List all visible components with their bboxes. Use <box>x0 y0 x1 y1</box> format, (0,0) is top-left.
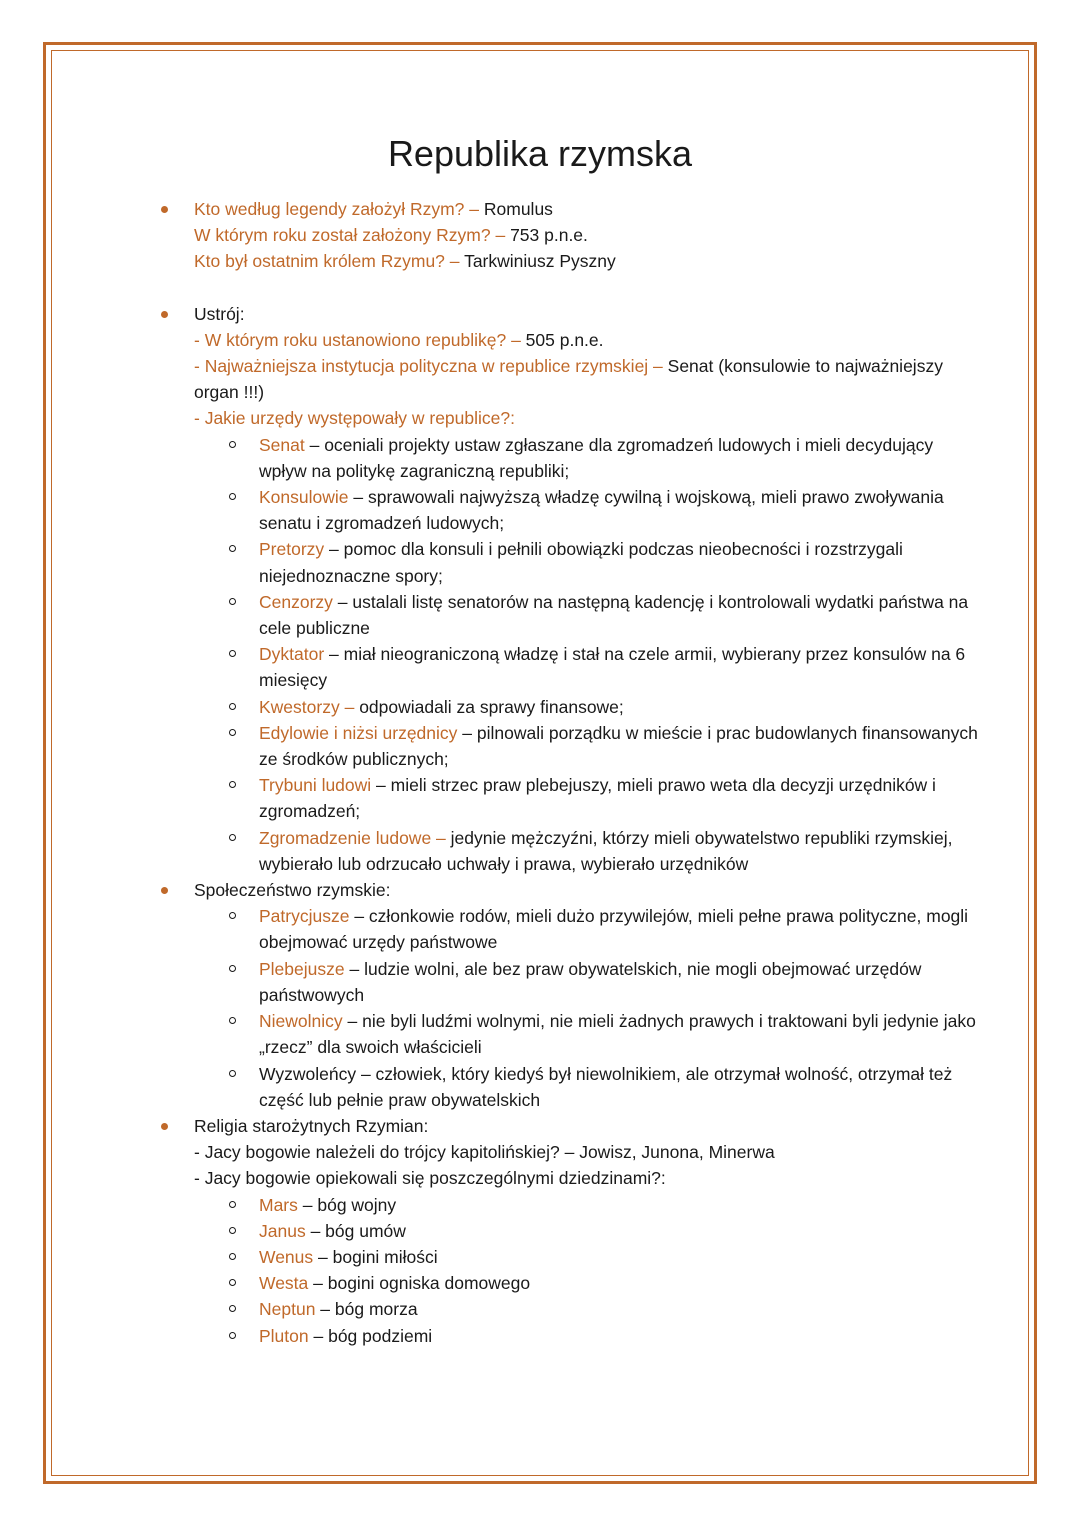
circle-bullet-icon <box>229 1201 236 1208</box>
circle-bullet-icon <box>229 1070 236 1077</box>
circle-bullet-icon <box>229 965 236 972</box>
list-item: Dyktator – miał nieograniczoną władzę i stał na czele armii, wybierany przez konsulów na 6 miesięcy <box>194 641 980 693</box>
circle-bullet-icon <box>229 729 236 736</box>
section-heading: Społeczeństwo rzymskie: <box>194 880 391 901</box>
list-item: Niewolnicy – nie byli ludźmi wolnymi, nie mieli żadnych prawych i traktowani byli jedynie jako „rzecz” dla swoich właścicieli <box>194 1008 980 1060</box>
circle-bullet-icon <box>229 441 236 448</box>
list-item: Patrycjusze – członkowie rodów, mieli dużo przywilejów, mieli pełne prawa polityczne, mogli obejmować urzędy państwowe <box>194 903 980 955</box>
question-line: - Jacy bogowie należeli do trójcy kapitolińskiej? – Jowisz, Junona, Minerwa <box>194 1142 775 1163</box>
circle-bullet-icon <box>229 1227 236 1234</box>
list-item: Plebejusze – ludzie wolni, ale bez praw obywatelskich, nie mogli obejmować urzędów państwowych <box>194 956 980 1008</box>
bullet-icon <box>161 1123 168 1130</box>
intro-line: Kto według legendy założył Rzym? – Romulus <box>194 199 553 219</box>
list-item: Trybuni ludowi – mieli strzec praw plebejuszy, mieli prawo weta dla decyzji urzędników i zgromadzeń; <box>194 772 980 824</box>
groups-list <box>194 903 980 1113</box>
section-heading: Religia starożytnych Rzymian: <box>194 1115 429 1136</box>
circle-bullet-icon <box>229 1279 236 1286</box>
religia-section <box>150 1113 980 1349</box>
spoleczenstwo-section <box>150 877 980 1113</box>
circle-bullet-icon <box>229 1017 236 1024</box>
list-item: Zgromadzenie ludowe – jedynie mężczyźni, którzy mieli obywatelstwo republiki rzymskiej, wybierało lub odrzucało uchwały i prawa, wybierało urzędników <box>194 825 980 877</box>
question-line: - Najważniejsza instytucja polityczna w republice rzymskiej – Senat (konsulowie to najważniejszy organ !!!) <box>194 356 943 403</box>
list-item: Wyzwoleńcy – człowiek, który kiedyś był niewolnikiem, ale otrzymał wolność, otrzymał też część lub pełnie praw obywatelskich <box>194 1061 980 1113</box>
list-item: Westa – bogini ogniska domowego <box>194 1270 980 1296</box>
circle-bullet-icon <box>229 781 236 788</box>
section-gap <box>150 275 980 301</box>
list-item: Wenus – bogini miłości <box>194 1244 980 1270</box>
list-item: Edylowie i niżsi urzędnicy – pilnowali porządku w mieście i prac budowlanych finansowanych ze środków publicznych; <box>194 720 980 772</box>
circle-bullet-icon <box>229 1332 236 1339</box>
offices-list <box>194 432 980 877</box>
list-item: Konsulowie – sprawowali najwyższą władzę cywilną i wojskową, mieli prawo zwoływania senatu i zgromadzeń ludowych; <box>194 484 980 536</box>
list-item: Janus – bóg umów <box>194 1218 980 1244</box>
list-item: Cenzorzy – ustalali listę senatorów na następną kadencję i kontrolowali wydatki państwa na cele publiczne <box>194 589 980 641</box>
bullet-icon <box>161 887 168 894</box>
bullet-icon <box>161 206 168 213</box>
circle-bullet-icon <box>229 834 236 841</box>
circle-bullet-icon <box>229 545 236 552</box>
circle-bullet-icon <box>229 493 236 500</box>
intro-section <box>150 196 980 275</box>
list-item: Mars – bóg wojny <box>194 1192 980 1218</box>
list-item: Pluton – bóg podziemi <box>194 1323 980 1349</box>
circle-bullet-icon <box>229 650 236 657</box>
question-line: - Jakie urzędy występowały w republice?: <box>194 408 515 429</box>
section-heading: Ustrój: <box>194 303 245 324</box>
bullet-icon <box>161 311 168 318</box>
circle-bullet-icon <box>229 703 236 710</box>
question-line: - W którym roku ustanowiono republikę? – 505 p.n.e. <box>194 329 604 350</box>
ustroj-section <box>150 301 980 877</box>
circle-bullet-icon <box>229 912 236 919</box>
list-item: Senat – oceniali projekty ustaw zgłaszane dla zgromadzeń ludowych i mieli decydujący wpływ na politykę zagraniczną republiki; <box>194 432 980 484</box>
circle-bullet-icon <box>229 598 236 605</box>
intro-line: W którym roku został założony Rzym? – 753 p.n.e. <box>194 225 588 246</box>
circle-bullet-icon <box>229 1305 236 1312</box>
document-body <box>150 196 980 1349</box>
list-item: Neptun – bóg morza <box>194 1296 980 1322</box>
intro-line: Kto był ostatnim królem Rzymu? – Tarkwiniusz Pyszny <box>194 251 616 272</box>
gods-list <box>194 1192 980 1349</box>
circle-bullet-icon <box>229 1253 236 1260</box>
question-line: - Jacy bogowie opiekowali się poszczególnymi dziedzinami?: <box>194 1168 666 1189</box>
list-item: Kwestorzy – odpowiadali za sprawy finansowe; <box>194 694 980 720</box>
list-item: Pretorzy – pomoc dla konsuli i pełnili obowiązki podczas nieobecności i rozstrzygali niejednoznaczne spory; <box>194 536 980 588</box>
page-title: Republika rzymska <box>387 133 693 174</box>
